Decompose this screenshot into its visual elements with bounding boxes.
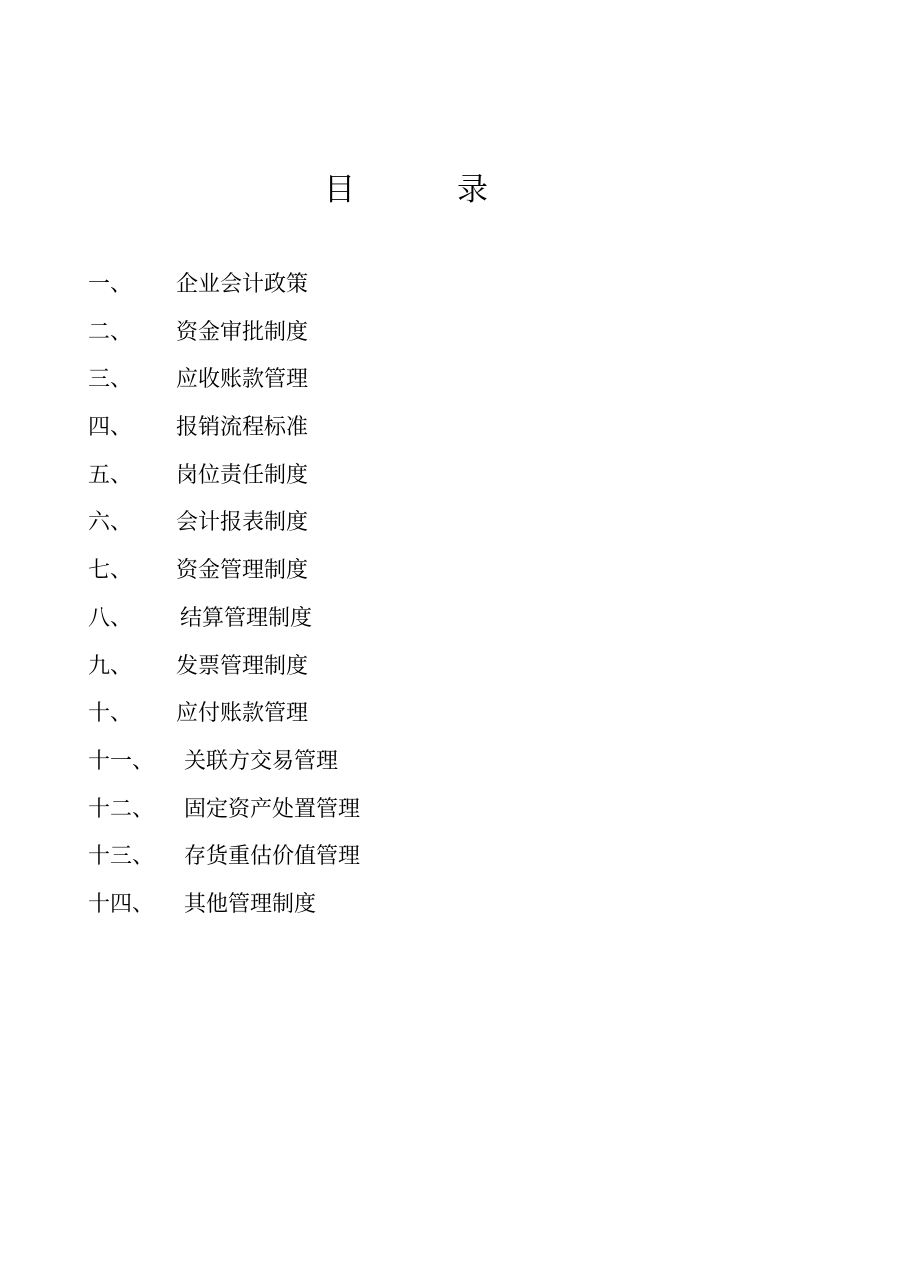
toc-entry-title: 岗位责任制度 bbox=[176, 462, 309, 488]
toc-entry-title: 资金审批制度 bbox=[176, 319, 309, 345]
toc-entry bbox=[88, 360, 848, 408]
toc-entry bbox=[88, 265, 848, 313]
toc-entry-title: 发票管理制度 bbox=[176, 653, 309, 679]
toc-entry-title: 报销流程标准 bbox=[176, 415, 309, 441]
toc-entry-number: 五、 bbox=[88, 462, 133, 488]
toc-entry bbox=[88, 551, 848, 599]
toc-entry-number: 六、 bbox=[88, 510, 133, 536]
title-char-2: 录 bbox=[457, 172, 488, 208]
toc-entry bbox=[88, 790, 848, 838]
toc-entry-title: 存货重估价值管理 bbox=[184, 844, 361, 870]
toc-entry-number: 二、 bbox=[88, 319, 133, 345]
toc-entry-title: 资金管理制度 bbox=[176, 558, 309, 584]
toc-entry-number: 八、 bbox=[88, 605, 133, 631]
toc-entry-number: 七、 bbox=[88, 558, 133, 584]
toc-entry bbox=[88, 837, 848, 885]
toc-entry-number: 一、 bbox=[88, 272, 133, 297]
toc-entry-title: 固定资产处置管理 bbox=[184, 796, 361, 822]
toc-entry-title: 应收账款管理 bbox=[176, 367, 309, 393]
toc-entry bbox=[88, 408, 848, 456]
toc-entry bbox=[88, 503, 848, 551]
toc-entry-number: 十、 bbox=[88, 701, 133, 727]
toc-entry-number: 十二、 bbox=[88, 796, 155, 822]
toc-entry-number: 九、 bbox=[88, 653, 133, 679]
toc-entry bbox=[88, 313, 848, 361]
toc-entry-title: 会计报表制度 bbox=[176, 510, 309, 536]
toc-entry-number: 十三、 bbox=[88, 844, 155, 870]
table-of-contents bbox=[88, 265, 848, 933]
toc-entry-number: 十四、 bbox=[88, 891, 155, 917]
page-title bbox=[0, 170, 909, 214]
toc-entry-title: 应付账款管理 bbox=[176, 701, 309, 727]
toc-entry-number: 四、 bbox=[88, 415, 133, 441]
toc-entry-number: 三、 bbox=[88, 367, 133, 393]
toc-entry bbox=[88, 742, 848, 790]
toc-entry-number: 十一、 bbox=[88, 748, 155, 774]
toc-entry bbox=[88, 647, 848, 695]
toc-entry-title: 企业会计政策 bbox=[176, 272, 309, 297]
title-char-1: 目 bbox=[324, 172, 355, 208]
toc-entry-title: 结算管理制度 bbox=[180, 605, 313, 631]
toc-entry bbox=[88, 885, 848, 933]
toc-entry bbox=[88, 456, 848, 504]
toc-entry-title: 其他管理制度 bbox=[184, 891, 317, 917]
toc-entry bbox=[88, 694, 848, 742]
toc-entry bbox=[88, 599, 848, 647]
toc-entry-title: 关联方交易管理 bbox=[184, 748, 339, 774]
